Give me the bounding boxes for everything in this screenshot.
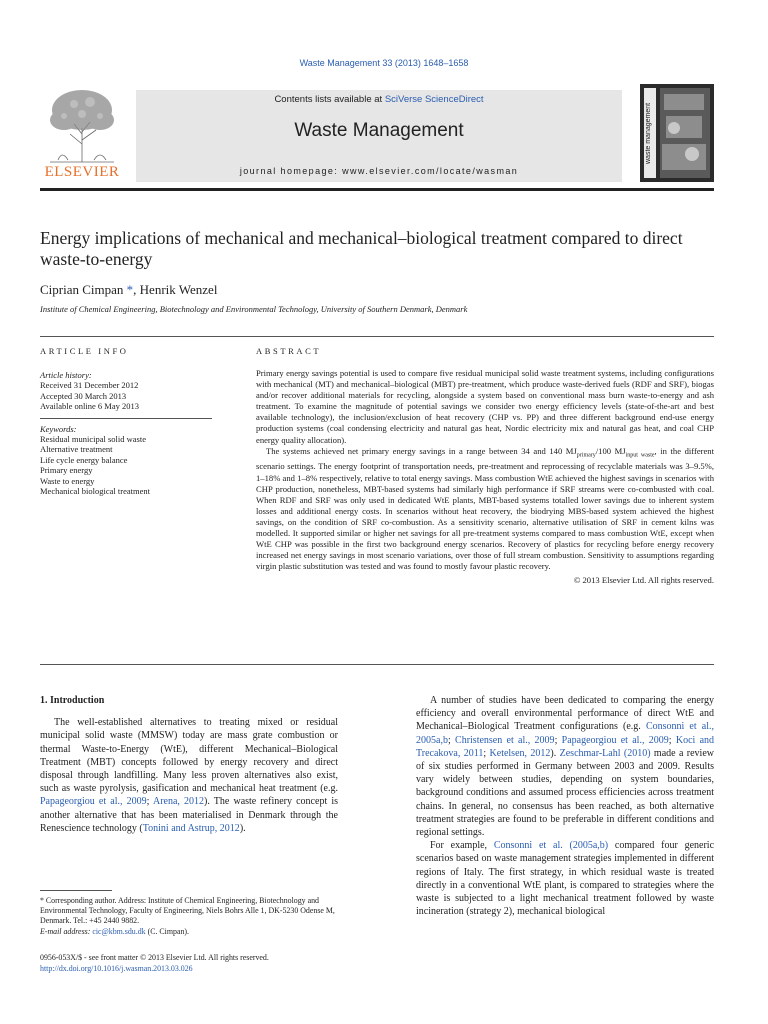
body-paragraph — [416, 694, 714, 839]
article-title: Energy implications of mechanical and mechanical–biological treatment compared to direct waste-to-energy — [40, 228, 683, 269]
journal-citation[interactable]: Waste Management 33 (2013) 1648–1658 — [299, 58, 469, 68]
abstract-copyright: © 2013 Elsevier Ltd. All rights reserved. — [573, 575, 714, 586]
footnote-rule — [40, 890, 112, 891]
reference-link[interactable]: Koci and Trecakova, 2011 — [416, 734, 715, 759]
body-text: The well-established alternatives to treating mixed or residual municipal solid waste (MMSW) today are mass grate combustion or thermal Waste-to-Energy (WtE), different Mechanical–Biological Treatment (MBT) concepts followed by energy recovery and direct disposal through landfilling. Many less proven alternatives also exist, such as waste pyrolysis, gasification and mechanical heat treatment (e.g. — [40, 717, 338, 795]
journal-cover[interactable] — [640, 84, 714, 182]
publisher-name: ELSEVIER — [44, 164, 120, 180]
body-text: ; — [668, 734, 676, 746]
elsevier-logo[interactable] — [40, 84, 124, 182]
unit-subscript: primary — [576, 452, 596, 459]
issn-line: 0956-053X/$ - see front matter © 2013 Elsevier Ltd. All rights reserved. — [40, 953, 269, 962]
email-link[interactable]: cic@kbm.sdu.dk — [92, 926, 146, 936]
unit-subscript: input waste — [625, 452, 655, 459]
body-text: ; — [447, 734, 456, 746]
history-label: Article history: — [40, 370, 92, 380]
abstract-heading: ABSTRACT — [256, 346, 322, 356]
body-text: ). — [550, 747, 560, 759]
reference-link[interactable]: Zeschmar-Lahl (2010) — [559, 747, 651, 759]
reference-link[interactable]: Papageorgiou et al., 2009 — [40, 796, 147, 808]
right-column — [416, 694, 714, 918]
section-heading: 1. Introduction — [40, 695, 105, 706]
accepted-date: Accepted 30 March 2013 — [40, 390, 127, 401]
body-text: ; — [554, 734, 562, 746]
info-divider — [40, 418, 212, 419]
body-paragraph — [416, 839, 714, 918]
journal-masthead — [136, 90, 622, 182]
journal-title: Waste Management — [294, 120, 464, 141]
keyword-item: Primary energy — [40, 465, 93, 476]
body-text: ; — [483, 747, 490, 759]
reference-link[interactable]: Papageorgiou et al., 2009 — [561, 734, 669, 746]
header-rule — [40, 188, 714, 191]
author-list — [40, 282, 217, 298]
online-date: Available online 6 May 2013 — [40, 401, 139, 412]
journal-header — [40, 84, 714, 186]
author-2[interactable]: , Henrik Wenzel — [133, 282, 218, 297]
article-info-heading: ARTICLE INFO — [40, 346, 129, 356]
doi-link[interactable]: http://dx.doi.org/10.1016/j.wasman.2013.03.026 — [40, 964, 193, 973]
body-text: made a review of six studies performed in Germany between 2003 and 2009. Results vary widely between studies, depending on system boundaries, background conditions and assumed process efficiencies across treatment chains. In general, no consensus has been reached, as both alternative treatment strategies are found to be preferable in different conditions and regional settings. — [416, 747, 714, 839]
contents-prefix: Contents lists available at — [274, 94, 385, 105]
info-top-rule — [40, 336, 714, 337]
keyword-item: Residual municipal solid waste — [40, 434, 146, 445]
author-1[interactable]: Ciprian Cimpan — [40, 282, 124, 297]
keyword-item: Alternative treatment — [40, 444, 113, 455]
abstract-text: /100 MJ — [595, 445, 626, 456]
email-label: E-mail address: — [40, 926, 93, 936]
reference-link[interactable]: Ketelsen, 2012 — [489, 747, 551, 759]
affiliation: Institute of Chemical Engineering, Biotechnology and Environmental Technology, University of Southern Denmark, Denmark — [40, 304, 468, 314]
article-info — [40, 368, 212, 496]
abstract — [256, 368, 714, 587]
reference-link[interactable]: Christensen et al., 2009 — [455, 734, 555, 746]
footnote — [40, 896, 338, 937]
reference-link[interactable]: Arena, 2012 — [152, 796, 205, 808]
reference-link[interactable]: Consonni et al., 2005a,b — [416, 721, 715, 746]
corresponding-author-note: * Corresponding author. Address: Institute of Chemical Engineering, Biotechnology and Environmental Technology, Faculty of Engineering, Niels Bohrs Alle 1, DK-5230 Odense M, Denmark. Tel.: +45 2440 9882. — [40, 896, 335, 926]
email-line — [40, 927, 338, 937]
abstract-text: The systems achieved net primary energy savings in a range between 34 and 140 MJ — [266, 445, 577, 456]
body-text: ). The waste refinery concept is another alternative that has been materialised in Denmark through the Renescience technology ( — [40, 796, 339, 834]
keyword-item: Waste to energy — [40, 475, 95, 486]
body-text: ; — [146, 796, 153, 808]
contents-line — [136, 94, 622, 105]
elsevier-tree-icon — [40, 84, 124, 164]
corresponding-author-mark[interactable]: * — [123, 282, 134, 297]
reference-link[interactable]: Consonni et al. (2005a,b) — [493, 840, 609, 852]
left-column — [40, 694, 338, 835]
sciencedirect-link[interactable]: SciVerse ScienceDirect — [384, 94, 484, 105]
body-text: compared four generic scenarios based on waste management strategies implemented in different regions of Italy. The first strategy, in which residual waste is treated directly in a conventional WtE plant, is compared to strategies where the waste is subjected to a light mechanical treatment followed by waste incineration (strategy 2), mechanical biological — [416, 840, 715, 918]
article-front-matter — [40, 952, 269, 974]
abstract-paragraph — [256, 446, 714, 573]
abstract-text: , in the different scenario settings. The energy footprint of transportation needs, pre-treatment and reprocessing of recyclable materials was 3–9.5%, 1–18% and 1–8% respectively, relative to total energy savings. Mass combustion WtE achieved the highest savings in scenarios with CHP production, nonetheless, MBT-based systems had similarly high performance if SRF streams were co-combusted with coal. When RDF and SRF was only used in dedicated WtE plants, MBT-based systems totalled lower savings due to inherent system losses and additional energy costs. In scenarios without heat recovery, the biodrying MBS-based system achieved the highest savings, on the condition of SRF co-combustion. As a sensitivity scenario, alternative utilisation of SRF in cement kilns was modelled. It supported similar or higher net savings for all pre-treatment systems compared to mass combustion WtE, except when WtE CHP was possible in the first two background energy scenarios. Recovery of plastics for recycling before energy recovery increased net energy savings in most scenario variations, over those of full stream combustion. Sensitivity to assumptions regarding virgin plastic substitution was tested and was found to mostly favour plastic recovery. — [256, 445, 714, 572]
keyword-item: Mechanical biological treatment — [40, 486, 150, 497]
reference-link[interactable]: Tonini and Astrup, 2012 — [142, 822, 240, 834]
keyword-item: Life cycle energy balance — [40, 454, 128, 465]
body-paragraph — [40, 716, 338, 835]
received-date: Received 31 December 2012 — [40, 380, 139, 391]
journal-cover-image — [640, 84, 714, 182]
email-owner: (C. Cimpan). — [145, 926, 190, 936]
abstract-paragraph: Primary energy savings potential is used to compare five residual municipal solid waste treatment systems, including configurations with mechanical (MT) and mechanical–biological (MBT) pre-treatment, which produce waste-derived fuels (RDF and SRF), biogas and/or recover additional materials for recycling, alongside a system based on conventional mass burn waste-to-energy and ash treatment. To examine the magnitude of potential savings we consider two energy efficiency levels (state-of-the-art and best available technology), the inclusion/exclusion of heat recovery (CHP vs. PP) and three different background end-use energy production systems (coal condensing electricity and natural gas heat, Nordic electricity mix and natural gas heat, and coal CHP energy quality allocation). — [256, 368, 714, 445]
body-text: For example, — [430, 840, 494, 852]
body-text: A number of studies have been dedicated to comparing the energy efficiency and overall environmental performance of direct WtE and Mechanical–Biological Treatment configurations (e.g. — [416, 695, 714, 733]
abstract-bottom-rule — [40, 664, 714, 665]
cover-title: waste management — [645, 102, 652, 164]
keywords-label: Keywords: — [40, 423, 77, 434]
body-text: ). — [239, 822, 246, 834]
journal-homepage-link[interactable]: journal homepage: www.elsevier.com/locate/wasman — [239, 166, 519, 176]
